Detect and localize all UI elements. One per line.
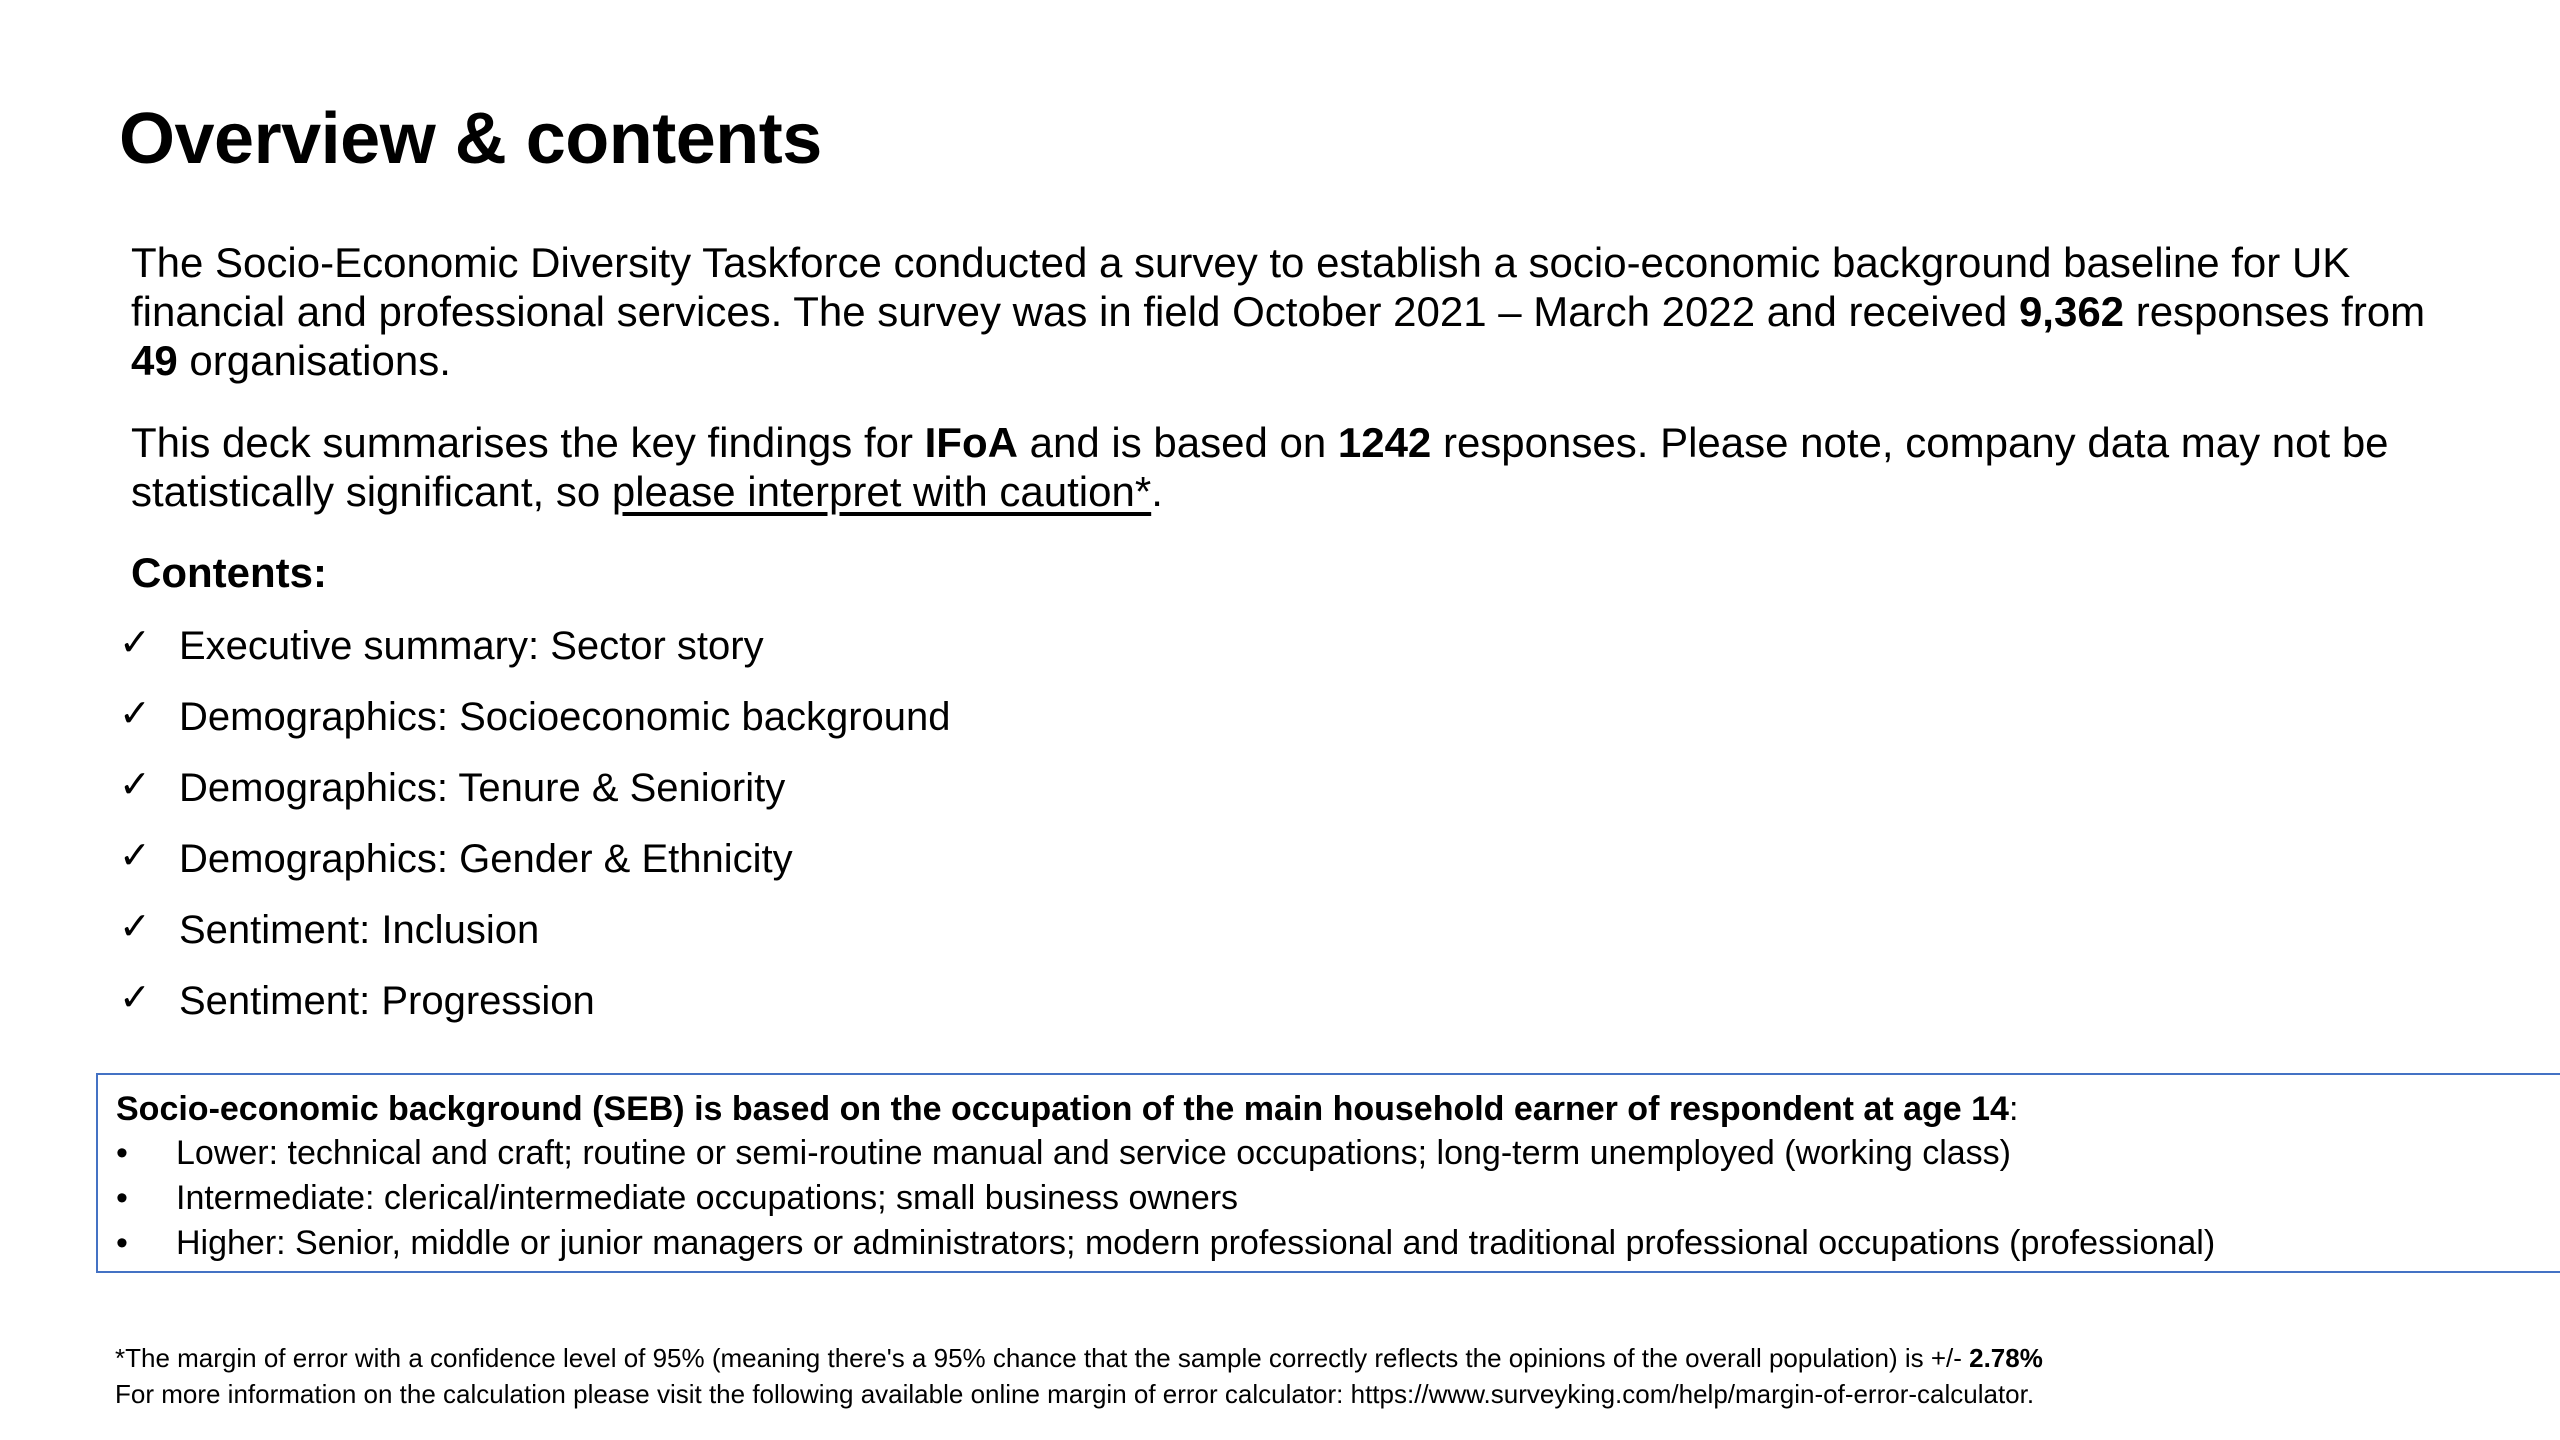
company-name: IFoA bbox=[924, 419, 1018, 466]
margin-of-error-value: 2.78% bbox=[1969, 1343, 2043, 1373]
checkmark-icon: ✓ bbox=[119, 977, 151, 1019]
deck-paragraph bbox=[131, 418, 2461, 516]
checkmark-icon: ✓ bbox=[119, 835, 151, 877]
responses-company: 1242 bbox=[1337, 419, 1432, 466]
contents-item-label: Demographics: Socioeconomic background bbox=[179, 695, 951, 739]
contents-item bbox=[119, 902, 951, 973]
bullet-icon: • bbox=[116, 1134, 128, 1172]
contents-item bbox=[119, 689, 951, 760]
deck-text-part3: responses. Please note, company data may not be statistically significant, so bbox=[131, 419, 2389, 515]
responses-total: 9,362 bbox=[2018, 288, 2125, 335]
bullet-icon: • bbox=[116, 1179, 128, 1217]
seb-list-item bbox=[116, 1176, 2546, 1221]
intro-paragraph bbox=[131, 238, 2461, 385]
deck-text-part4: . bbox=[1151, 468, 1163, 515]
contents-item-label: Executive summary: Sector story bbox=[179, 624, 764, 668]
contents-item-label: Sentiment: Inclusion bbox=[179, 908, 540, 952]
contents-item bbox=[119, 973, 951, 1044]
deck-text-part2: and is based on bbox=[1017, 419, 1338, 466]
footnote bbox=[115, 1340, 2515, 1412]
bullet-icon: • bbox=[116, 1224, 128, 1262]
footnote-line-2: For more information on the calculation please visit the following available online margin of error calculator: https://www.surveyking.com/help/margin-of-error-calculator. bbox=[115, 1379, 2035, 1409]
footnote-text: *The margin of error with a confidence level of 95% (meaning there's a 95% chance that the sample correctly reflects the opinions of the overall population) is +/- bbox=[115, 1343, 1970, 1373]
contents-item bbox=[119, 618, 951, 689]
seb-definition-box bbox=[96, 1073, 2560, 1273]
seb-list bbox=[116, 1131, 2546, 1266]
intro-text-part1: The Socio-Economic Diversity Taskforce conducted a survey to establish a socio-economic background baseline for UK financial and professional services. The survey was in field October 2021 – March 2022 and received bbox=[131, 239, 2351, 335]
seb-item-label: Intermediate: clerical/intermediate occupations; small business owners bbox=[176, 1179, 1239, 1217]
contents-list bbox=[119, 618, 951, 1044]
intro-text-part3: organisations. bbox=[177, 337, 451, 384]
contents-label: Contents: bbox=[131, 549, 327, 596]
seb-heading bbox=[116, 1087, 2546, 1131]
deck-text-part1: This deck summarises the key findings for bbox=[131, 419, 925, 466]
contents-item-label: Demographics: Gender & Ethnicity bbox=[179, 837, 793, 881]
seb-list-item bbox=[116, 1221, 2546, 1266]
contents-item bbox=[119, 760, 951, 831]
checkmark-icon: ✓ bbox=[119, 764, 151, 806]
seb-list-item bbox=[116, 1131, 2546, 1176]
seb-heading-suffix: : bbox=[2008, 1090, 2019, 1128]
contents-item bbox=[119, 831, 951, 902]
seb-item-label: Higher: Senior, middle or junior managers or administrators; modern professional and traditional professional occupations (professional) bbox=[176, 1224, 2216, 1262]
seb-heading-bold: Socio-economic background (SEB) is based on the occupation of the main household earner of respondent at age 14 bbox=[116, 1090, 2009, 1128]
seb-item-label: Lower: technical and craft; routine or semi-routine manual and service occupations; long-term unemployed (working class) bbox=[176, 1134, 2011, 1172]
organisations-total: 49 bbox=[131, 337, 178, 384]
checkmark-icon: ✓ bbox=[119, 622, 151, 664]
contents-item-label: Sentiment: Progression bbox=[179, 979, 595, 1023]
page-title: Overview & contents bbox=[119, 99, 822, 179]
caution-link[interactable]: please interpret with caution* bbox=[611, 468, 1152, 515]
footnote-line-1 bbox=[115, 1340, 2515, 1376]
intro-text-part2: responses from bbox=[2124, 288, 2426, 335]
checkmark-icon: ✓ bbox=[119, 906, 151, 948]
checkmark-icon: ✓ bbox=[119, 693, 151, 735]
contents-item-label: Demographics: Tenure & Seniority bbox=[179, 766, 786, 810]
